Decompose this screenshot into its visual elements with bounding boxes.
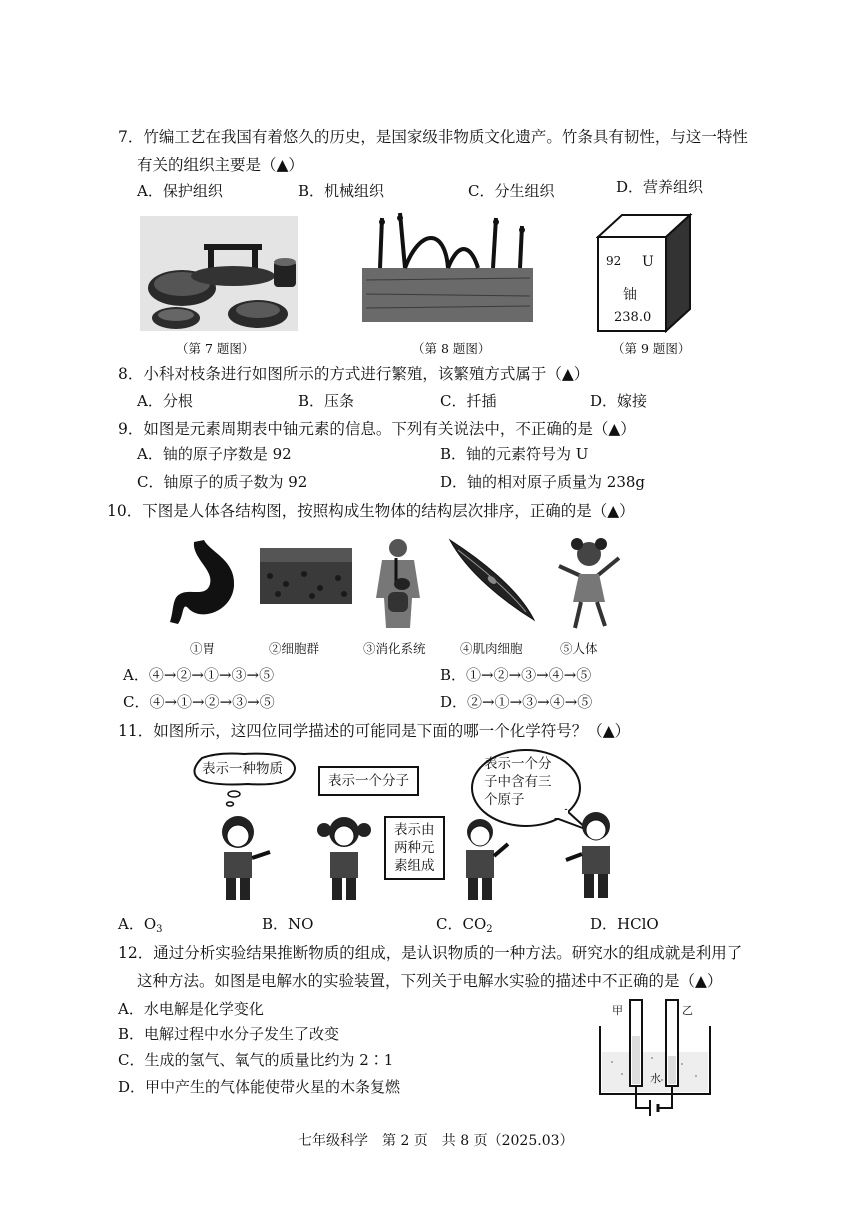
q9-option-a: A．铀的原子序数是 92 bbox=[137, 445, 292, 463]
q10-label-1: ①胃 bbox=[190, 641, 216, 656]
muscle-cell-icon bbox=[448, 538, 536, 622]
q11-option-a: A．$O_3$ bbox=[118, 915, 163, 935]
q12-line2: 这种方法。如图是电解水的实验装置，下列关于电解水实验的描述中不正确的是（▲） bbox=[137, 972, 723, 990]
q11-option-d: D．HClO bbox=[590, 915, 659, 933]
q9-option-b: B．铀的元素符号为 U bbox=[440, 445, 589, 463]
q12-option-c: C．生成的氢气、氧气的质量比约为 2∶1 bbox=[118, 1051, 394, 1069]
layering-figure bbox=[360, 208, 535, 324]
q8-option-c: C．扦插 bbox=[440, 392, 497, 410]
bubble-substance: 表示一种物质 bbox=[202, 761, 283, 777]
q7-option-d: D．营养组织 bbox=[616, 178, 704, 196]
q8-option-a: A．分根 bbox=[137, 392, 193, 410]
stomach-icon bbox=[170, 538, 240, 628]
q12-option-a: A．水电解是化学变化 bbox=[118, 1000, 264, 1018]
figure-9-caption: （第 9 题图） bbox=[612, 341, 691, 356]
figure-8-caption: （第 8 题图） bbox=[412, 341, 491, 356]
bamboo-weaving-figure bbox=[140, 216, 298, 331]
q9-option-d: D．铀的相对原子质量为 238g bbox=[440, 473, 646, 491]
q9-option-c: C．铀原子的质子数为 92 bbox=[137, 473, 308, 491]
student-2-icon bbox=[314, 812, 374, 902]
q10-label-2: ②细胞群 bbox=[269, 641, 320, 656]
q11-line1: 11．如图所示，这四位同学描述的可能同是下面的哪一个化学符号？（▲） bbox=[118, 722, 631, 740]
q10-line1: 10．下图是人体各结构图，按照构成生物体的结构层次排序，正确的是（▲） bbox=[107, 502, 635, 520]
q7-option-b: B．机械组织 bbox=[298, 182, 385, 200]
q10-label-5: ⑤人体 bbox=[560, 641, 598, 656]
element-mass: 238.0 bbox=[614, 310, 652, 325]
q10-label-3: ③消化系统 bbox=[363, 641, 426, 656]
water-label: 水 bbox=[650, 1072, 661, 1085]
electrolysis-apparatus-figure bbox=[592, 996, 718, 1120]
figure-7-caption: （第 7 题图） bbox=[176, 341, 255, 356]
q8-option-d: D．嫁接 bbox=[590, 392, 648, 410]
cell-group-icon bbox=[260, 548, 352, 604]
q7-line1: 7．竹编工艺在我国有着悠久的历史，是国家级非物质文化遗产。竹条具有韧性，与这一特性 bbox=[118, 128, 748, 146]
q10-label-4: ④肌肉细胞 bbox=[460, 641, 523, 656]
bubble-molecule: 表示一个分子 bbox=[318, 766, 419, 796]
page-footer: 七年级科学 第 2 页 共 8 页（2025.03） bbox=[298, 1133, 574, 1149]
q12-line1: 12．通过分析实验结果推断物质的组成，是认识物质的一种方法。研究水的组成就是利用了 bbox=[118, 944, 743, 962]
element-symbol: U bbox=[642, 254, 654, 270]
q10-option-b: B．①→②→③→④→⑤ bbox=[440, 666, 592, 684]
q11-option-b: B．NO bbox=[262, 915, 314, 933]
q9-line1: 9．如图是元素周期表中铀元素的信息。下列有关说法中，不正确的是（▲） bbox=[118, 420, 636, 438]
human-body-icon bbox=[553, 536, 625, 632]
element-name: 铀 bbox=[623, 287, 637, 303]
tube-right-label: 乙 bbox=[682, 1004, 693, 1017]
q8-option-b: B．压条 bbox=[298, 392, 355, 410]
student-4-icon bbox=[564, 808, 620, 900]
q12-option-b: B．电解过程中水分子发生了改变 bbox=[118, 1025, 340, 1043]
q10-option-c: C．④→①→②→③→⑤ bbox=[123, 693, 275, 711]
q10-option-a: A．④→②→①→③→⑤ bbox=[123, 666, 275, 684]
q7-option-a: A．保护组织 bbox=[137, 182, 223, 200]
q7-line2: 有关的组织主要是（▲） bbox=[137, 156, 304, 174]
bubble-three-atoms: 表示一个分 子中含有三 个原子 bbox=[484, 756, 552, 808]
q8-line1: 8．小科对枝条进行如图所示的方式进行繁殖，该繁殖方式属于（▲） bbox=[118, 365, 590, 383]
bubble-two-elements: 表示由 两种元 素组成 bbox=[384, 816, 445, 880]
q11-option-c: C．$CO_2$ bbox=[436, 915, 493, 935]
student-3-icon bbox=[452, 816, 512, 902]
q12-option-d: D．甲中产生的气体能使带火星的木条复燃 bbox=[118, 1078, 401, 1096]
q7-option-c: C．分生组织 bbox=[468, 182, 555, 200]
student-1-icon bbox=[210, 812, 276, 902]
element-number: 92 bbox=[606, 254, 622, 268]
digestive-system-icon bbox=[368, 538, 428, 630]
q10-option-d: D．②→①→③→④→⑤ bbox=[440, 693, 593, 711]
tube-left-label: 甲 bbox=[612, 1004, 623, 1017]
